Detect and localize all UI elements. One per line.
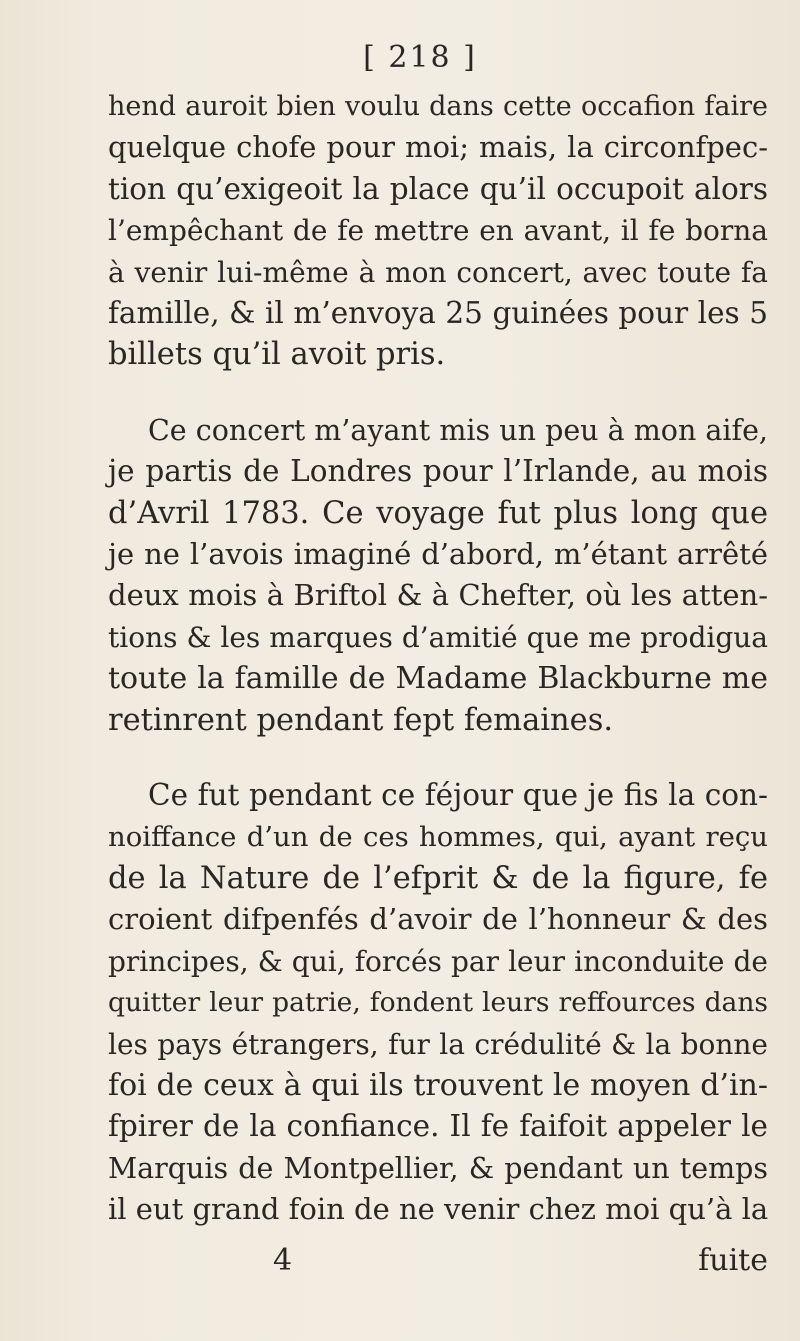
text-line: quitter leur patrie, fondent leurs reffources dans (108, 987, 768, 1019)
text-line: fpirer de la confiance. Il fe faifoit appeler le (108, 1109, 768, 1144)
paragraph-3 (108, 775, 768, 1230)
page-body (108, 86, 768, 1231)
text-line: d’Avril 1783. Ce voyage fut plus long que (108, 495, 768, 531)
page-footer (108, 1243, 768, 1285)
text-line: tions & les marques d’amitié que me prodigua (108, 620, 768, 654)
signature-mark: 4 (273, 1243, 293, 1278)
text-line: principes, & qui, forcés par leur inconduite de (108, 944, 768, 978)
text-line: je partis de Londres pour l’Irlande, au mois (108, 454, 768, 489)
paragraph-2 (108, 410, 768, 741)
text-line: deux mois à Briftol & à Chefter, où les atten- (108, 578, 768, 613)
text-line: Ce concert m’ayant mis un peu à mon aife, (148, 413, 768, 447)
text-line: famille, & il m’envoya 25 guinées pour les 5 (108, 296, 768, 331)
text-line: croient difpenfés d’avoir de l’honneur & des (108, 902, 768, 937)
text-line: à venir lui-même à mon concert, avec toute fa (108, 255, 768, 289)
text-line: les pays étrangers, fur la crédulité & la bonne (108, 1027, 768, 1061)
text-line: il eut grand foin de ne venir chez moi qu’à la (108, 1192, 769, 1227)
text-line: retinrent pendant fept femaines. (108, 702, 614, 738)
page-number: [ 218 ] (363, 40, 477, 75)
text-line: Marquis de Montpellier, & pendant un temps (108, 1151, 768, 1185)
text-line: de la Nature de l’efprit & de la figure, fe (108, 860, 768, 896)
text-line: tion qu’exigeoit la place qu’il occupoit alors (108, 171, 768, 206)
text-line: hend auroit bien voulu dans cette occafion faire (108, 91, 768, 122)
text-line: foi de ceux à qui ils trouvent le moyen d’in- (108, 1067, 768, 1103)
text-line: l’empêchant de fe mettre en avant, il fe borna (108, 214, 768, 248)
text-line: toute la famille de Madame Blackburne me (108, 661, 768, 697)
text-line: je ne l’avois imaginé d’abord, m’étant arrêté (108, 537, 768, 572)
paragraph-1 (108, 86, 768, 376)
catchword: fuite (698, 1243, 768, 1278)
text-line: noiffance d’un de ces hommes, qui, ayant reçu (108, 820, 768, 853)
text-line: billets qu’il avoit pris. (108, 337, 446, 373)
text-line: quelque chofe pour moi; mais, la circonfpec- (108, 130, 768, 165)
text-line: Ce fut pendant ce féjour que je fis la con- (148, 778, 768, 813)
